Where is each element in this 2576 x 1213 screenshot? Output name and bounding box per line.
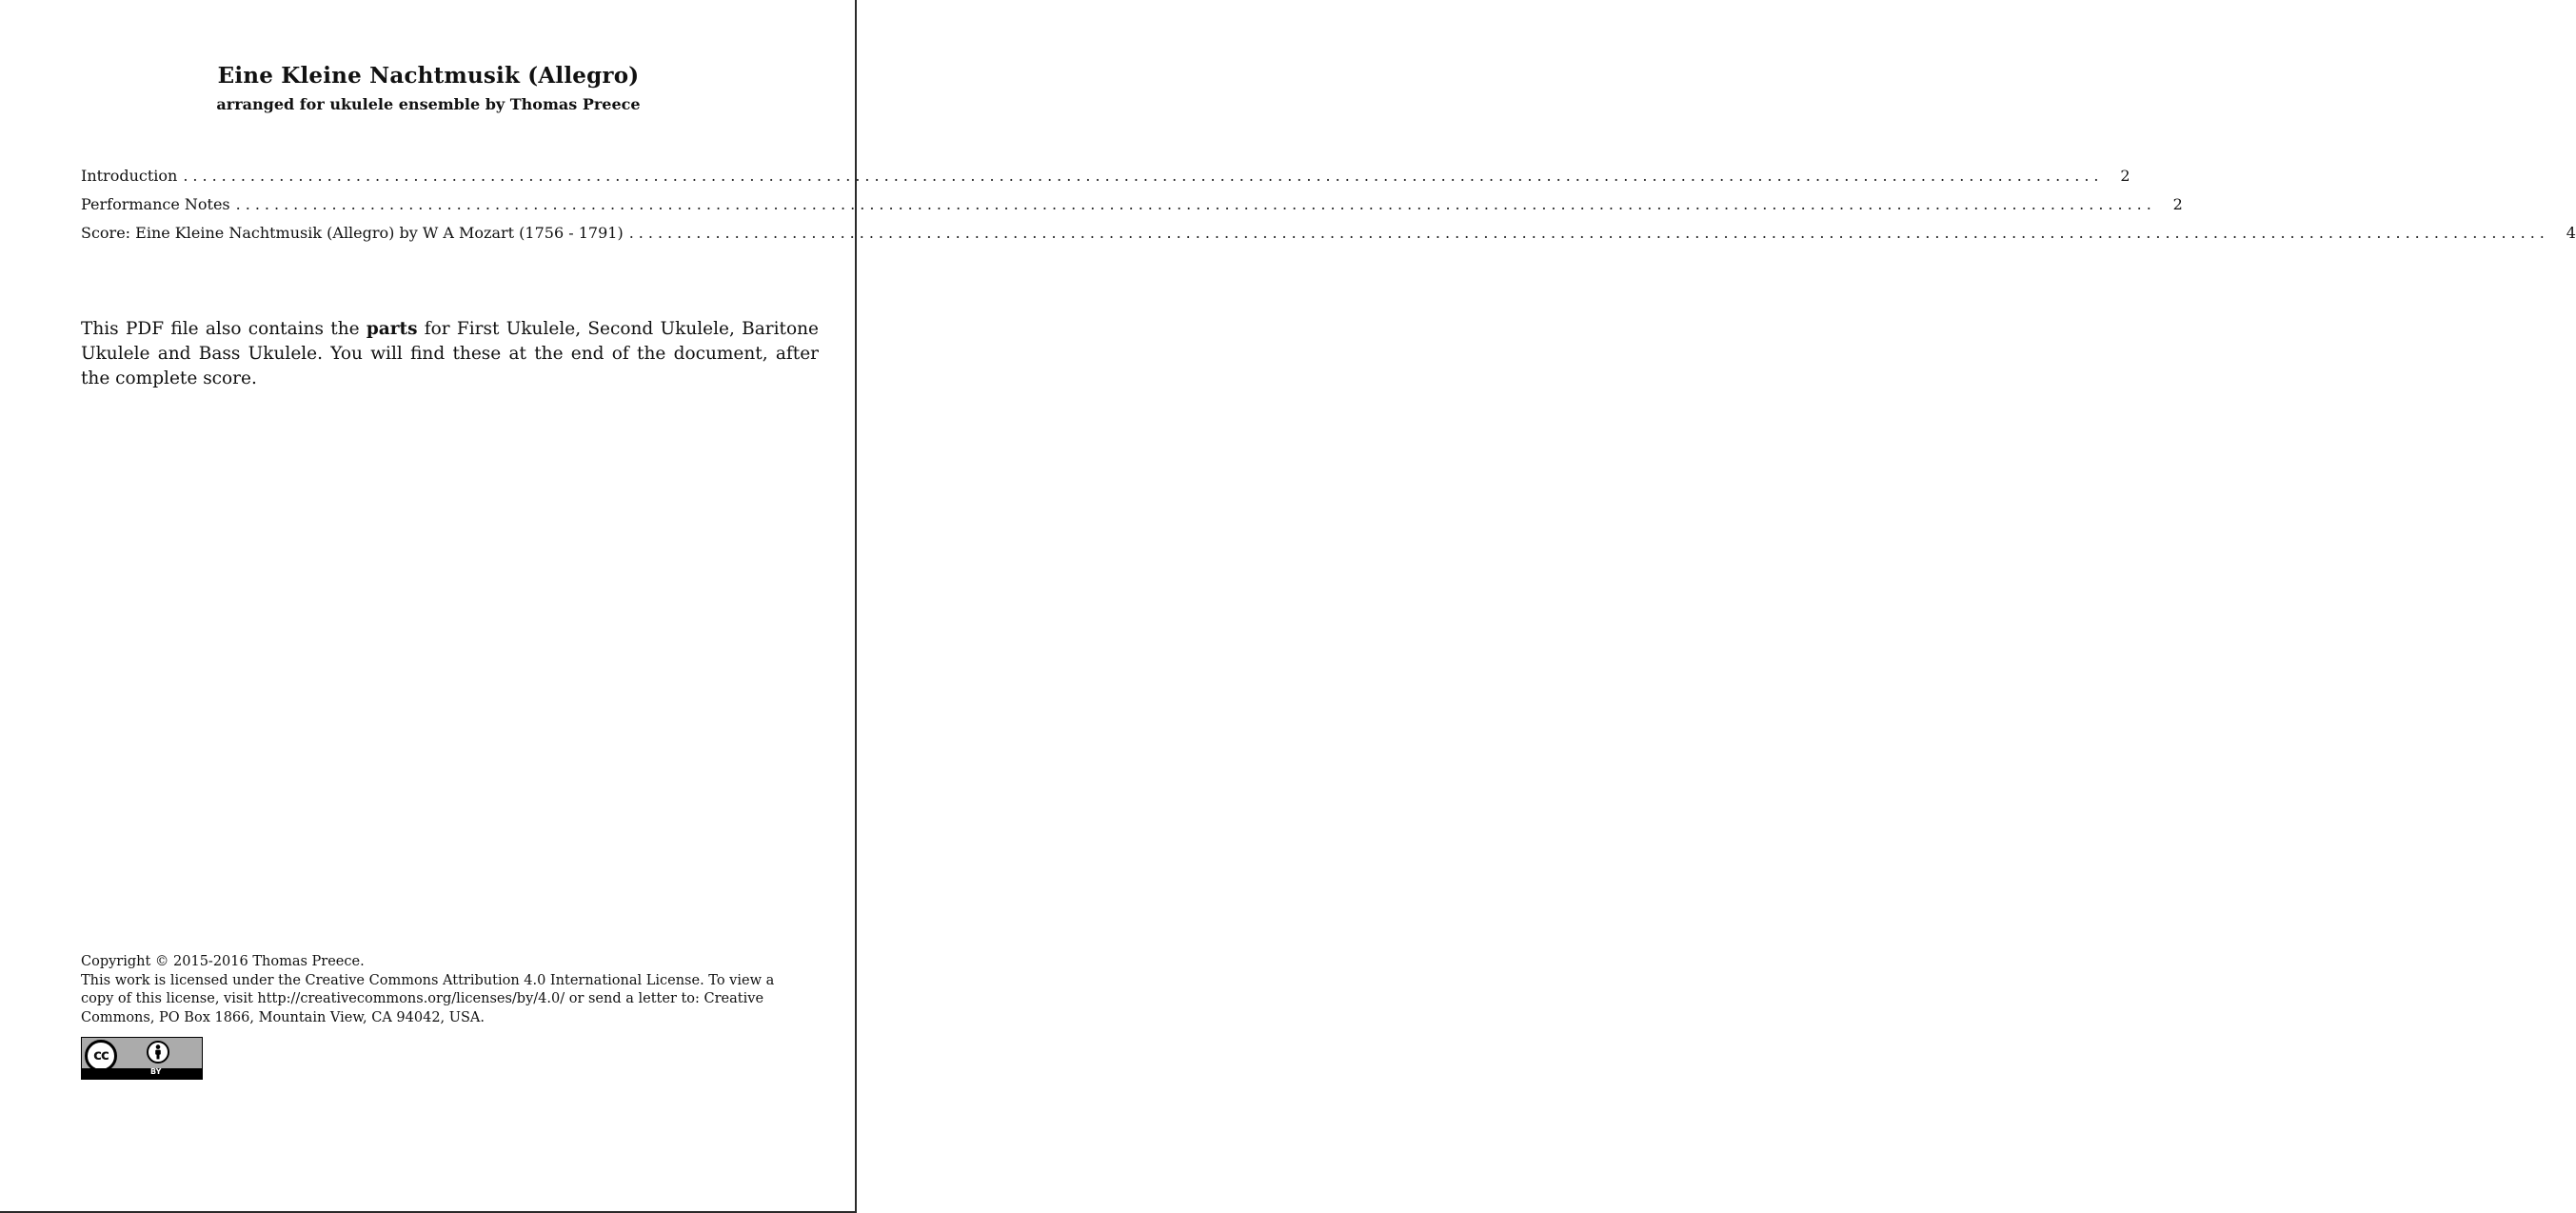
cc-by-icon[interactable] bbox=[81, 1037, 203, 1080]
toc-entry-label: Performance Notes bbox=[81, 195, 230, 213]
toc-leader-dots: ........................................................................................................................................................................................................ bbox=[183, 167, 2104, 185]
toc-entry[interactable] bbox=[81, 224, 2576, 252]
table-of-contents bbox=[81, 167, 2576, 252]
intro-text-after: for First Ukulele, Second Ukulele, Baritone Ukulele and Bass Ukulele. You will find these at the end of the document, after the complete score. bbox=[81, 318, 819, 388]
by-label: BY bbox=[150, 1067, 162, 1076]
document-title: Eine Kleine Nachtmusik (Allegro) bbox=[217, 63, 640, 89]
toc-entry-page: 2 bbox=[2172, 195, 2183, 213]
intro-text-before: This PDF file also contains the bbox=[81, 318, 367, 339]
toc-entry[interactable] bbox=[81, 195, 2183, 224]
toc-entry-page: 4 bbox=[2566, 224, 2576, 242]
cc-by-label-strip bbox=[82, 1068, 202, 1079]
copyright-notice bbox=[81, 953, 804, 1027]
cc-icon: cc bbox=[85, 1040, 117, 1072]
copyright-line: Copyright © 2015-2016 Thomas Preece. bbox=[81, 954, 365, 969]
document-subtitle: arranged for ukulele ensemble by Thomas Preece bbox=[216, 95, 641, 113]
intro-bold-parts: parts bbox=[366, 318, 418, 339]
license-text: This work is licensed under the Creative Commons Attribution 4.0 International License. To view a copy of this license, visit http://creativecommons.org/licenses/by/4.0/ or send a letter to: Creative Commons, PO Box 1866, Mountain View, CA 94042, USA. bbox=[81, 972, 775, 1025]
toc-leader-dots: ........................................................................................................................................................................................................ bbox=[235, 195, 2156, 213]
toc-entry[interactable] bbox=[81, 167, 2130, 195]
attribution-person-icon bbox=[147, 1041, 169, 1064]
toc-entry-page: 2 bbox=[2120, 167, 2130, 185]
intro-paragraph bbox=[81, 317, 819, 391]
toc-leader-dots: ........................................................................................................................................................................................................ bbox=[628, 224, 2549, 242]
toc-entry-label: Score: Eine Kleine Nachtmusik (Allegro) by W A Mozart (1756 - 1791) bbox=[81, 224, 624, 242]
toc-entry-label: Introduction bbox=[81, 167, 178, 185]
